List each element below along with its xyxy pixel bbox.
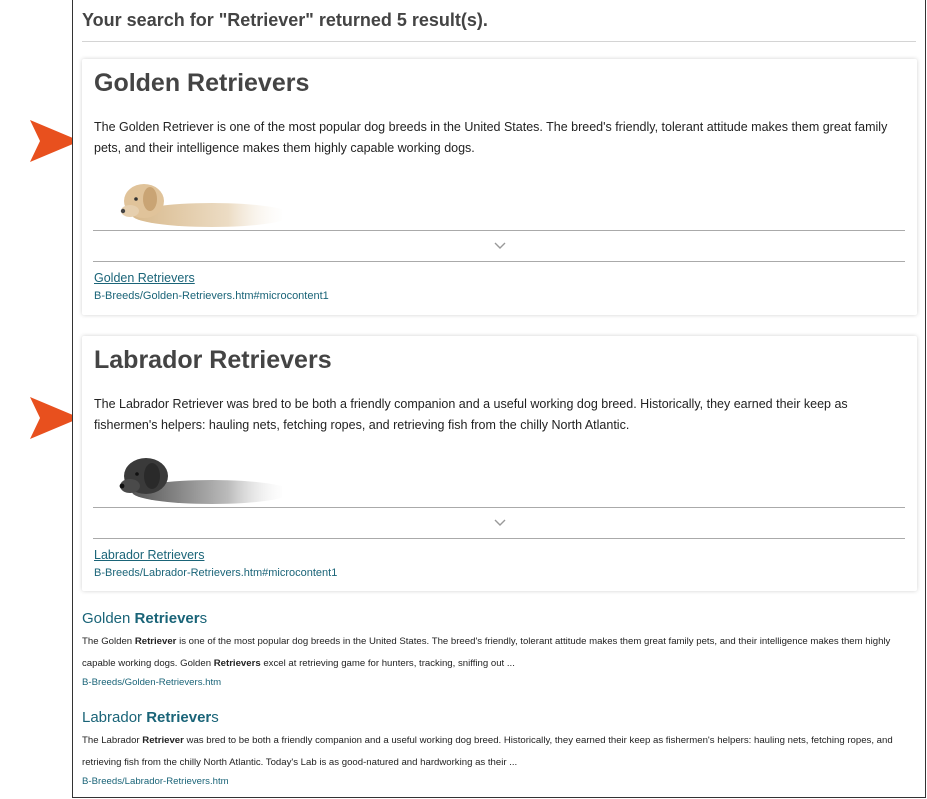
search-result-labrador	[82, 709, 918, 787]
chevron-down-icon[interactable]	[492, 517, 508, 529]
result-title-match: Retriever	[146, 709, 212, 726]
result-title-link[interactable]	[82, 610, 918, 627]
result-title-suffix: s	[199, 610, 208, 627]
snippet-text: is one of the most popular dog breeds in the United States. The breed's friendly, tolerant attitude makes them great family pets, and their intelligence makes them highly capable working dogs. Golden	[82, 636, 891, 669]
card-description: The Labrador Retriever was bred to be both a friendly companion and a useful working dog breed. Historically, they earned their keep as fishermen's helpers: hauling nets, fetching ropes, and retrieving fish from the chilly North Atlantic.	[94, 397, 848, 432]
result-title-prefix: Labrador	[82, 709, 147, 726]
snippet-text: excel at retrieving game for hunters, tracking, sniffing out ...	[260, 658, 515, 669]
search-results-heading: Your search for "Retriever" returned 5 result(s).	[82, 10, 488, 30]
result-snippet	[82, 631, 918, 675]
card-divider	[93, 507, 905, 508]
golden-retriever-image	[112, 169, 282, 229]
snippet-match: Retriever	[134, 636, 177, 647]
micro-content-card-golden	[82, 59, 917, 315]
result-path: B-Breeds/Golden-Retrievers.htm	[82, 677, 222, 688]
labrador-retriever-image	[112, 446, 282, 506]
card-title: Labrador Retrievers	[94, 346, 332, 374]
card-title: Golden Retrievers	[94, 69, 310, 97]
snippet-text: was bred to be both a friendly companion and a useful working dog breed. Historically, they earned their keep as fishermen's helpers: hauling nets, fetching ropes, and retrieving fish from the chilly North Atlantic. Today's Lab is as good-natured and hardworking as their ...	[82, 735, 893, 768]
chevron-down-icon[interactable]	[492, 240, 508, 252]
result-snippet	[82, 730, 918, 774]
snippet-match: Retrievers	[213, 658, 261, 669]
result-path: B-Breeds/Labrador-Retrievers.htm	[82, 776, 229, 787]
search-result-golden	[82, 610, 918, 688]
heading-divider	[82, 41, 916, 42]
snippet-text: The Labrador	[82, 735, 143, 746]
card-description: The Golden Retriever is one of the most popular dog breeds in the United States. The breed's friendly, tolerant attitude makes them great family pets, and their intelligence makes them highly capable working dogs.	[94, 120, 888, 155]
result-title-suffix: s	[211, 709, 219, 726]
card-divider	[93, 230, 905, 231]
card-link-golden-retrievers[interactable]: Golden Retrievers	[94, 271, 195, 285]
card-link-labrador-retrievers[interactable]: Labrador Retrievers	[94, 548, 205, 562]
result-title-link[interactable]	[82, 709, 918, 726]
card-path: B-Breeds/Labrador-Retrievers.htm#microcontent1	[94, 567, 338, 579]
result-title-prefix: Golden	[82, 610, 135, 627]
search-results-frame	[72, 0, 926, 798]
result-title-match: Retriever	[134, 610, 200, 627]
card-path: B-Breeds/Golden-Retrievers.htm#microcontent1	[94, 290, 329, 302]
snippet-match: Retriever	[142, 735, 184, 746]
snippet-text: The Golden	[82, 636, 135, 647]
card-divider	[93, 538, 905, 539]
card-divider	[93, 261, 905, 262]
micro-content-card-labrador	[82, 336, 917, 591]
